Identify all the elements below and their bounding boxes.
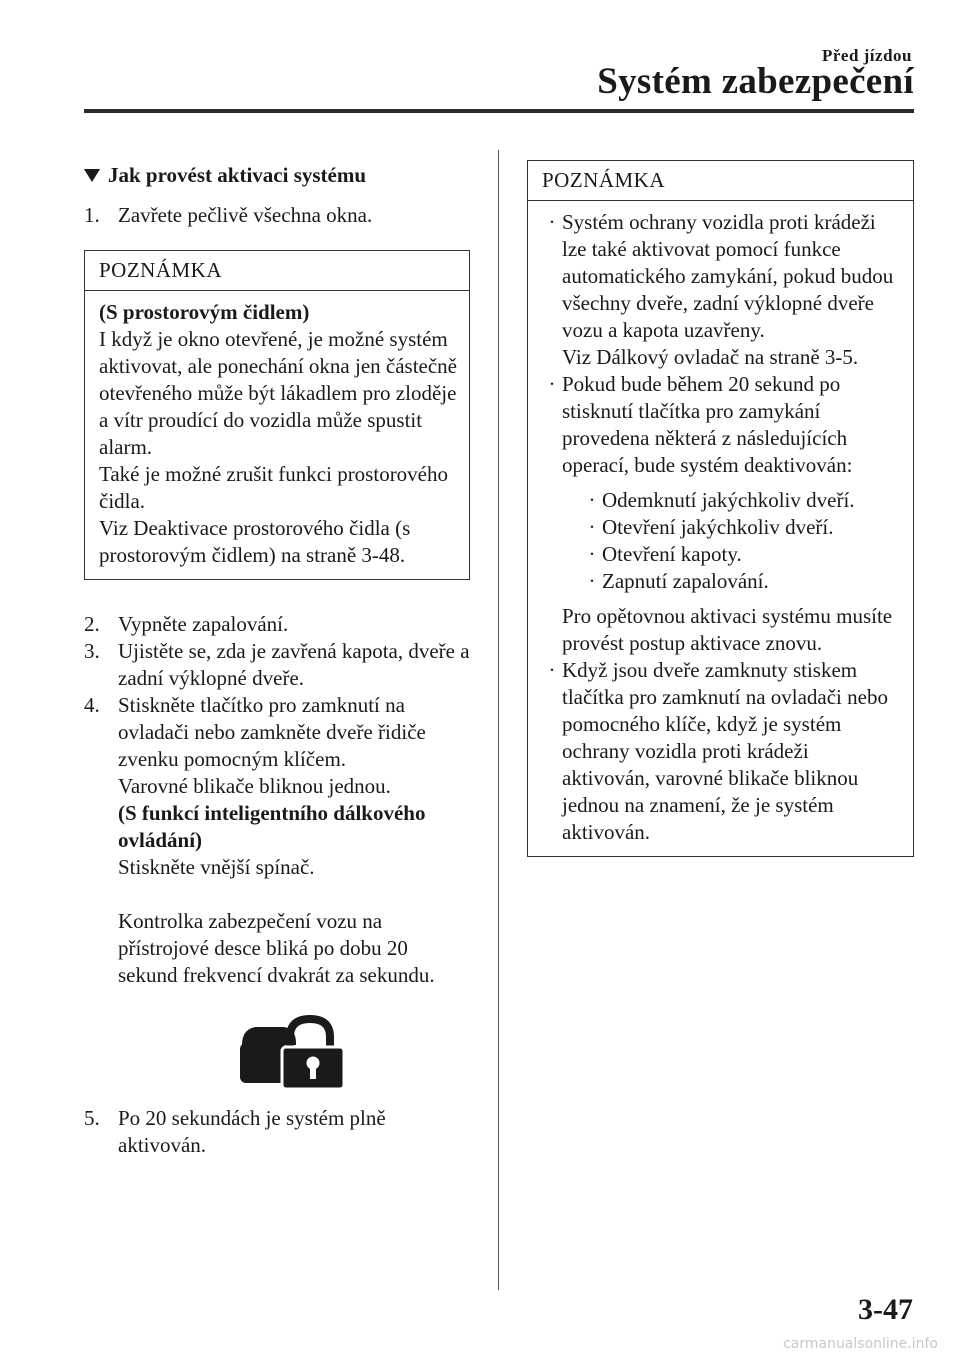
- page-number: 3-47: [858, 1293, 913, 1326]
- step-text: Zavřete pečlivě všechna okna.: [118, 203, 373, 227]
- step-number: 4.: [84, 693, 100, 717]
- sub-bullet-item: · Zapnutí zapalování.: [588, 569, 769, 593]
- step-condition: (S funkcí inteligentního dálkového ovládání): [118, 801, 426, 852]
- step-text: Stiskněte tlačítko pro zamknutí na ovladači nebo zamkněte dveře řidiče zvenku pomocným klíčem.: [118, 693, 426, 771]
- note-text-2: Také je možné zrušit funkci prostorového čidla.: [99, 462, 449, 513]
- note-box-1: [84, 250, 470, 580]
- bullet-text-2: Pro opětovnou aktivaci systému musíte provést postup aktivace znovu.: [562, 604, 893, 655]
- bullet-item: · Pokud bude během 20 sekund po stisknutí tlačítka pro zamykání provedena některá z následujících operací, bude systém deaktivován: · Odemknutí jakýchkoliv dveří. · Otevření jakýchkoliv dveří. · Otevření kapoty. · Zapnutí zapalování. Pro opětovnou aktivaci systému musíte provést postup aktivace znovu.: [542, 371, 901, 657]
- sub-bullet-list: [562, 487, 901, 595]
- page-title: Systém zabezpečení: [597, 61, 914, 102]
- note-box-2: [527, 160, 914, 857]
- step-number: 3.: [84, 639, 100, 663]
- bullet-item: · Systém ochrany vozidla proti krádeži lze také aktivovat pomocí funkce automatického zamykání, pokud budou všechny dveře, zadní výklopné dveře vozu a kapota uzavřeny. Viz Dálkový ovladač na straně 3-5.: [542, 209, 901, 371]
- step-text-4: Kontrolka zabezpečení vozu na přístrojové desce bliká po dobu 20 sekund frekvencí dvakrát za sekundu.: [118, 909, 435, 987]
- step-3: [84, 638, 470, 692]
- bullet-text: Když jsou dveře zamknuty stiskem tlačítka pro zamknutí na ovladači nebo pomocného klíče, když je systém ochrany vozidla proti krádeži aktivován, varovné blikače bliknou jednou na znamení, že je systém aktivován.: [562, 658, 888, 844]
- step-1: [84, 202, 470, 229]
- bullet-reference: Viz Dálkový ovladač na straně 3-5.: [562, 345, 859, 369]
- note-text: I když je okno otevřené, je možné systém aktivovat, ale ponechání okna jen částečně otevřeného může být lákadlem pro zloděje a vítr proudící do vozidla může spustit alarm.: [99, 327, 458, 459]
- step-text-3: Stiskněte vnější spínač.: [118, 855, 315, 879]
- note-condition: (S prostorovým čidlem): [99, 300, 310, 324]
- step-number: 1.: [84, 203, 100, 227]
- step-4: [84, 692, 470, 989]
- note-label: POZNÁMKA: [528, 161, 913, 201]
- triangle-down-icon: [84, 169, 100, 182]
- note-body: [85, 291, 469, 579]
- header-rule: [84, 109, 914, 113]
- watermark: carmanualsonline.info: [783, 1336, 938, 1352]
- bullet-text: Pokud bude během 20 sekund po stisknutí tlačítka pro zamykání provedena některá z následujících operací, bude systém deaktivován:: [562, 372, 853, 477]
- column-divider: [498, 150, 499, 1290]
- car-lock-icon: [238, 1015, 348, 1091]
- subheading-text: Jak provést aktivaci systému: [108, 162, 367, 187]
- step-text-2: Varovné blikače bliknou jednou.: [118, 774, 391, 798]
- note-reference: Viz Deaktivace prostorového čidla (s prostorovým čidlem) na straně 3-48.: [99, 516, 411, 567]
- sub-bullet-item: · Otevření jakýchkoliv dveří.: [588, 515, 834, 539]
- step-text: Vypněte zapalování.: [118, 612, 289, 636]
- left-column: [84, 160, 470, 1159]
- step-2: [84, 611, 470, 638]
- bullet-text: Systém ochrany vozidla proti krádeži lze také aktivovat pomocí funkce automatického zamykání, pokud budou všechny dveře, zadní výklopné dveře vozu a kapota uzavřeny.: [562, 210, 894, 342]
- sub-bullet-item: · Otevření kapoty.: [588, 542, 742, 566]
- step-number: 2.: [84, 612, 100, 636]
- bullet-item: · Když jsou dveře zamknuty stiskem tlačítka pro zamknutí na ovladači nebo pomocného klíče, když je systém ochrany vozidla proti krádeži aktivován, varovné blikače bliknou jednou na znamení, že je systém aktivován.: [542, 657, 901, 846]
- sub-bullet-item: · Odemknutí jakýchkoliv dveří.: [588, 488, 855, 512]
- indicator-figure: [84, 1015, 470, 1091]
- header-section: Před jízdou: [821, 46, 912, 65]
- note-body: [528, 201, 913, 856]
- right-column: [527, 160, 914, 857]
- step-5: [84, 1105, 470, 1159]
- step-text: Po 20 sekundách je systém plně aktivován.: [118, 1106, 386, 1157]
- note-label: POZNÁMKA: [85, 251, 469, 291]
- subheading: [84, 160, 470, 190]
- step-text: Ujistěte se, zda je zavřená kapota, dveře a zadní výklopné dveře.: [118, 639, 470, 690]
- step-number: 5.: [84, 1106, 100, 1130]
